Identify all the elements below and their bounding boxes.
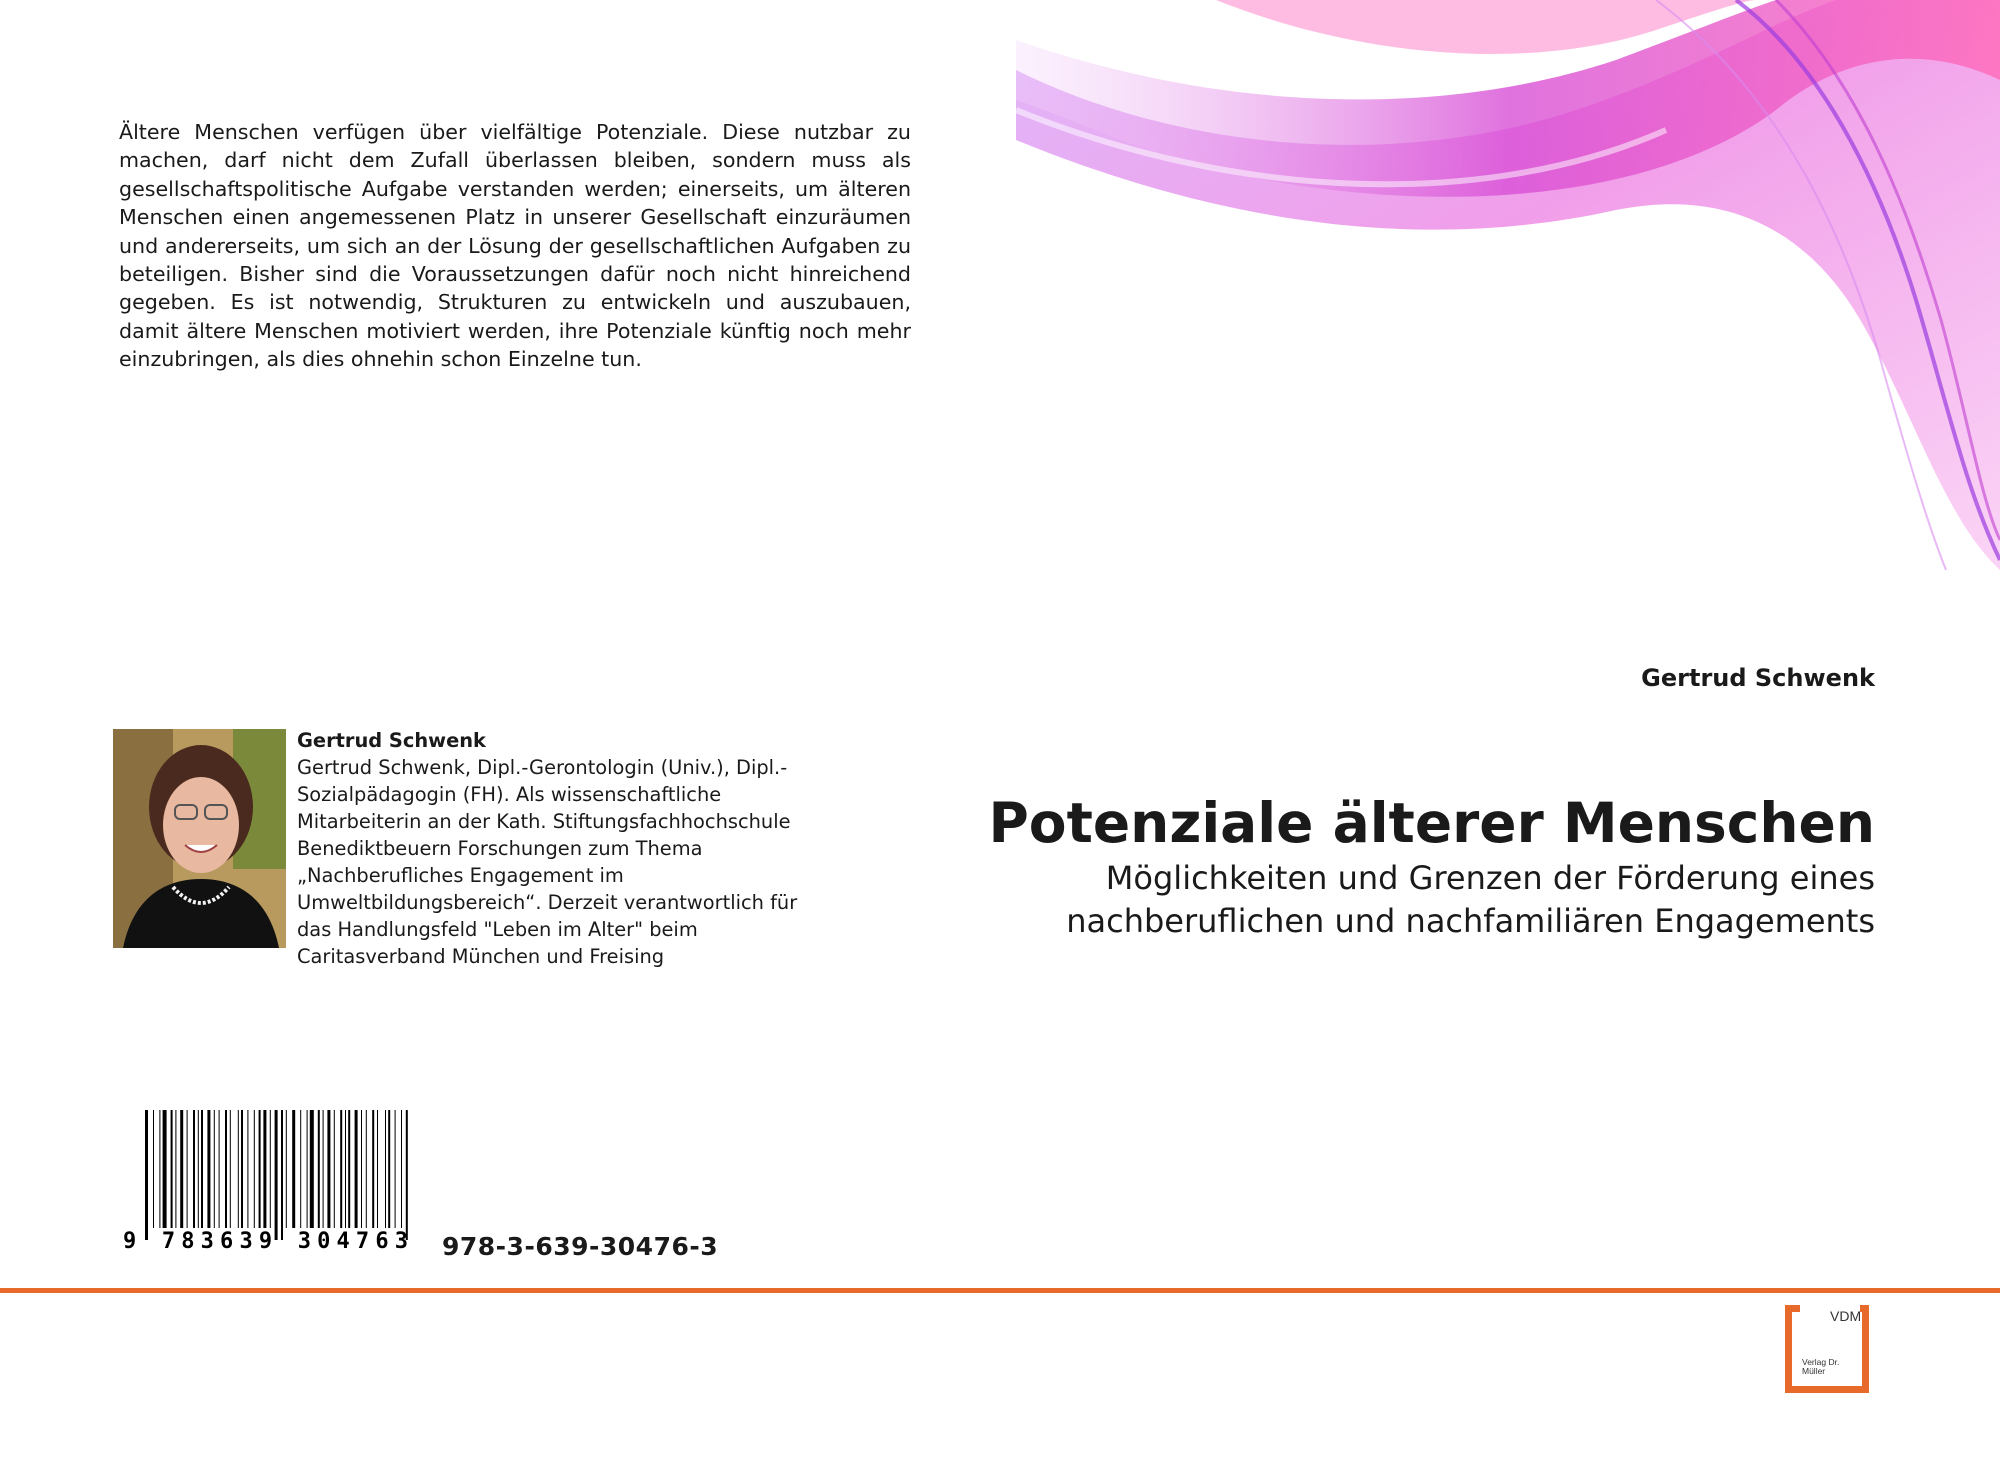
barcode-bar [171, 1110, 173, 1228]
logo-subtext: Verlag Dr. Müller [1802, 1357, 1840, 1376]
barcode-bar [270, 1110, 271, 1228]
barcode-bar [334, 1110, 335, 1228]
barcode-bar [175, 1110, 176, 1228]
barcode-bar [207, 1110, 210, 1228]
barcode-bar [193, 1110, 195, 1228]
barcode-digits: 9 783639 304763 [123, 1229, 408, 1254]
barcode-bar [198, 1110, 199, 1228]
barcode-bar [385, 1110, 386, 1228]
barcode-bar [318, 1110, 320, 1228]
decorative-swirl-graphic [1016, 0, 2000, 570]
barcode-bar [159, 1110, 160, 1228]
barcode-bar [327, 1110, 330, 1228]
barcode-bar [180, 1110, 183, 1228]
isbn-barcode [123, 1110, 415, 1254]
barcode-bar [201, 1110, 203, 1228]
barcode-bar [145, 1110, 148, 1240]
back-cover-blurb: Ältere Menschen verfügen über vielfältige Potenziale. Diese nutzbar zu machen, darf nicht dem Zufall überlassen bleiben, sondern muss als gesellschaftspolitische Aufgabe verstanden werden; einerseits, um älteren Menschen einen angemessenen Platz in unserer Gesellschaft einzuräumen und andererseits, um sich an der Lösung der gesellschaftlichen Aufgaben zu beteiligen. Bisher sind die Voraussetzungen dafür noch nicht hinreichend gegeben. Es ist notwendig, Strukturen zu entwickeln und auszubauen, damit ältere Menschen motiviert werden, ihre Potenziale künftig noch mehr einzubringen, als dies ohnehin schon Einzelne tun. [119, 120, 911, 372]
barcode-bar [388, 1110, 390, 1228]
barcode-bar [401, 1110, 402, 1228]
barcode-bar [361, 1110, 362, 1228]
barcode-bar [307, 1110, 308, 1228]
barcode-bar [187, 1110, 188, 1228]
barcode-bar [372, 1110, 374, 1228]
barcode-bar [286, 1110, 287, 1228]
book-subtitle: Möglichkeiten und Grenzen der Förderung eines nachberuflichen und nachfamiliären Engagements [1066, 859, 1875, 940]
barcode-bar [366, 1110, 367, 1228]
front-cover-author: Gertrud Schwenk [1641, 664, 1875, 692]
barcode-bar [247, 1110, 248, 1228]
barcode-bar [348, 1110, 350, 1228]
barcode-bar [163, 1110, 167, 1228]
barcode-bar [219, 1110, 220, 1228]
author-bio [297, 727, 837, 970]
barcode-bar [225, 1110, 227, 1228]
barcode-bar [263, 1110, 266, 1228]
barcode-bar [355, 1110, 358, 1228]
orange-divider [0, 1288, 2000, 1293]
author-bio-text: Gertrud Schwenk, Dipl.-Gerontologin (Univ.), Dipl.-Sozialpädagogin (FH). Als wissenschaftliche Mitarbeiterin an der Kath. Stiftungsfachhochschule Benediktbeuern Forschungen zum Thema „Nachberufliches Engagement im Umweltbildungsbereich“. Derzeit verantwortlich für das Handlungsfeld "Leben im Alter" beim Caritasverband München und Freising [297, 756, 798, 968]
barcode-bar [300, 1110, 301, 1228]
barcode-bar [377, 1110, 378, 1228]
book-title: Potenziale älterer Menschen [988, 791, 1875, 855]
barcode-bar [214, 1110, 215, 1228]
logo-text: VDM [1830, 1308, 1862, 1324]
barcode-bar [323, 1110, 324, 1228]
barcode-bar [238, 1110, 239, 1228]
author-photo [113, 729, 286, 948]
barcode-bar [275, 1110, 278, 1240]
barcode-bar [406, 1110, 408, 1240]
author-bio-name: Gertrud Schwenk [297, 729, 486, 752]
barcode-bar [281, 1110, 283, 1240]
publisher-logo [1780, 1300, 1880, 1400]
barcode-bar [254, 1110, 255, 1228]
barcode-bar [345, 1110, 346, 1228]
barcode-bar [230, 1110, 231, 1228]
barcode-bar [241, 1110, 243, 1228]
barcode-bar [292, 1110, 295, 1228]
barcode-bar [395, 1110, 396, 1228]
barcode-bar [259, 1110, 261, 1228]
isbn-number: 978-3-639-30476-3 [442, 1232, 719, 1261]
barcode-bar [153, 1110, 154, 1228]
barcode-bar [340, 1110, 342, 1228]
barcode-bar [310, 1110, 314, 1228]
